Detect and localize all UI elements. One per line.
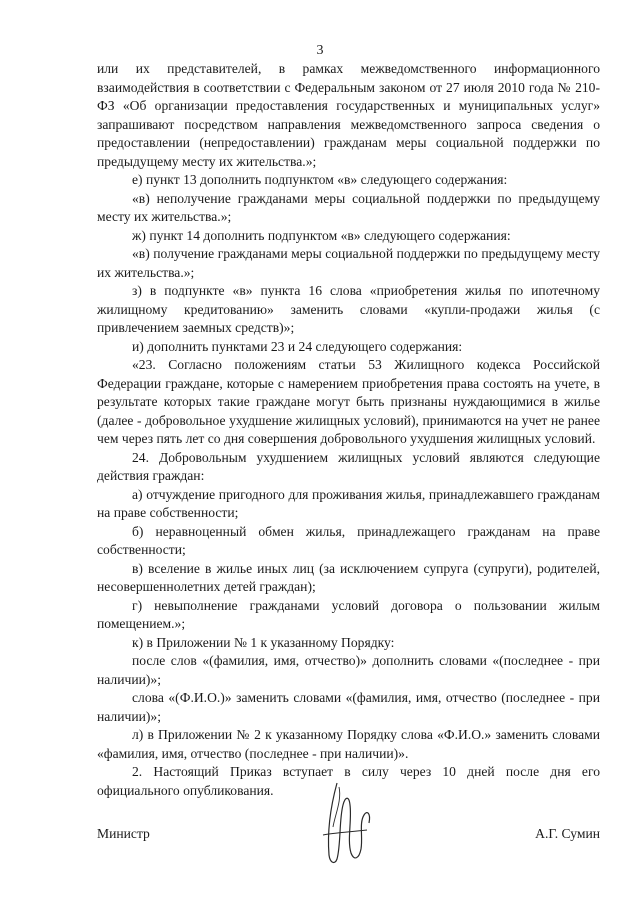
paragraph: «23. Согласно положениям статьи 53 Жилищного кодекса Российской Федерации граждане, которые с намерением приобретения права состоять на учете, в результате которых такие граждане могут быть признаны нуждающимися в жилье (далее - добровольное ухудшение жилищных условий), принимаются на учет не ранее чем через пять лет со дня совершения добровольного ухудшения жилищных условий. <box>97 357 600 446</box>
handwritten-signature <box>309 775 379 870</box>
paragraph: «в) неполучение гражданами меры социальной поддержки по предыдущему месту их жительства.»; <box>97 190 600 224</box>
paragraph: слова «(Ф.И.О.)» заменить словами «(фамилия, имя, отчество (последнее - при наличии)»; <box>97 690 600 724</box>
signature-block <box>97 820 600 850</box>
paragraph: л) в Приложении № 2 к указанному Порядку слова «Ф.И.О.» заменить словами «фамилия, имя, отчество (последнее - при наличии)». <box>97 727 600 761</box>
paragraph: или их представителей, в рамках межведомственного информационного взаимодействия в соответствии с Федеральным законом от 27 июля 2010 года № 210-ФЗ «Об организации предоставления государственных и муниципальных услуг» запрашивают посредством направления межведомственного запроса сведения о предоставлении (непредоставлении) гражданам меры социальной поддержки по предыдущему месту их жительства.»; <box>97 61 600 169</box>
paragraph: а) отчуждение пригодного для проживания жилья, принадлежавшего гражданам на праве собственности; <box>97 486 600 520</box>
document-body <box>97 60 600 800</box>
paragraph: «в) получение гражданами меры социальной поддержки по предыдущему месту их жительства.»; <box>97 246 600 280</box>
paragraph: 2. Настоящий Приказ вступает в силу через 10 дней после дня его официального опубликования. <box>97 764 600 798</box>
paragraph: е) пункт 13 дополнить подпунктом «в» следующего содержания: <box>132 172 508 187</box>
signatory-title: Министр <box>97 826 150 841</box>
paragraph: в) вселение в жилье иных лиц (за исключением супруга (супруги), родителей, несовершеннолетних детей граждан); <box>97 560 600 594</box>
paragraph: после слов «(фамилия, имя, отчество)» дополнить словами «(последнее - при наличии)»; <box>97 653 600 687</box>
paragraph: з) в подпункте «в» пункта 16 слова «приобретения жилья по ипотечному жилищному кредитованию» заменить словами «купли-продажи жилья (с привлечением заемных средств)»; <box>97 283 600 335</box>
paragraph: г) невыполнение гражданами условий договора о пользовании жилым помещением.»; <box>97 597 600 631</box>
paragraph: ж) пункт 14 дополнить подпунктом «в» следующего содержания: <box>132 227 511 243</box>
signatory-name: А.Г. Сумин <box>535 826 600 841</box>
paragraph: 24. Добровольным ухудшением жилищных условий являются следующие действия граждан: <box>97 449 600 483</box>
page-number: 3 <box>316 43 324 58</box>
paragraph: и) дополнить пунктами 23 и 24 следующего содержания: <box>132 338 463 354</box>
paragraph: к) в Приложении № 1 к указанному Порядку: <box>132 634 395 650</box>
paragraph: б) неравноценный обмен жилья, принадлежащего гражданам на праве собственности; <box>97 523 600 557</box>
